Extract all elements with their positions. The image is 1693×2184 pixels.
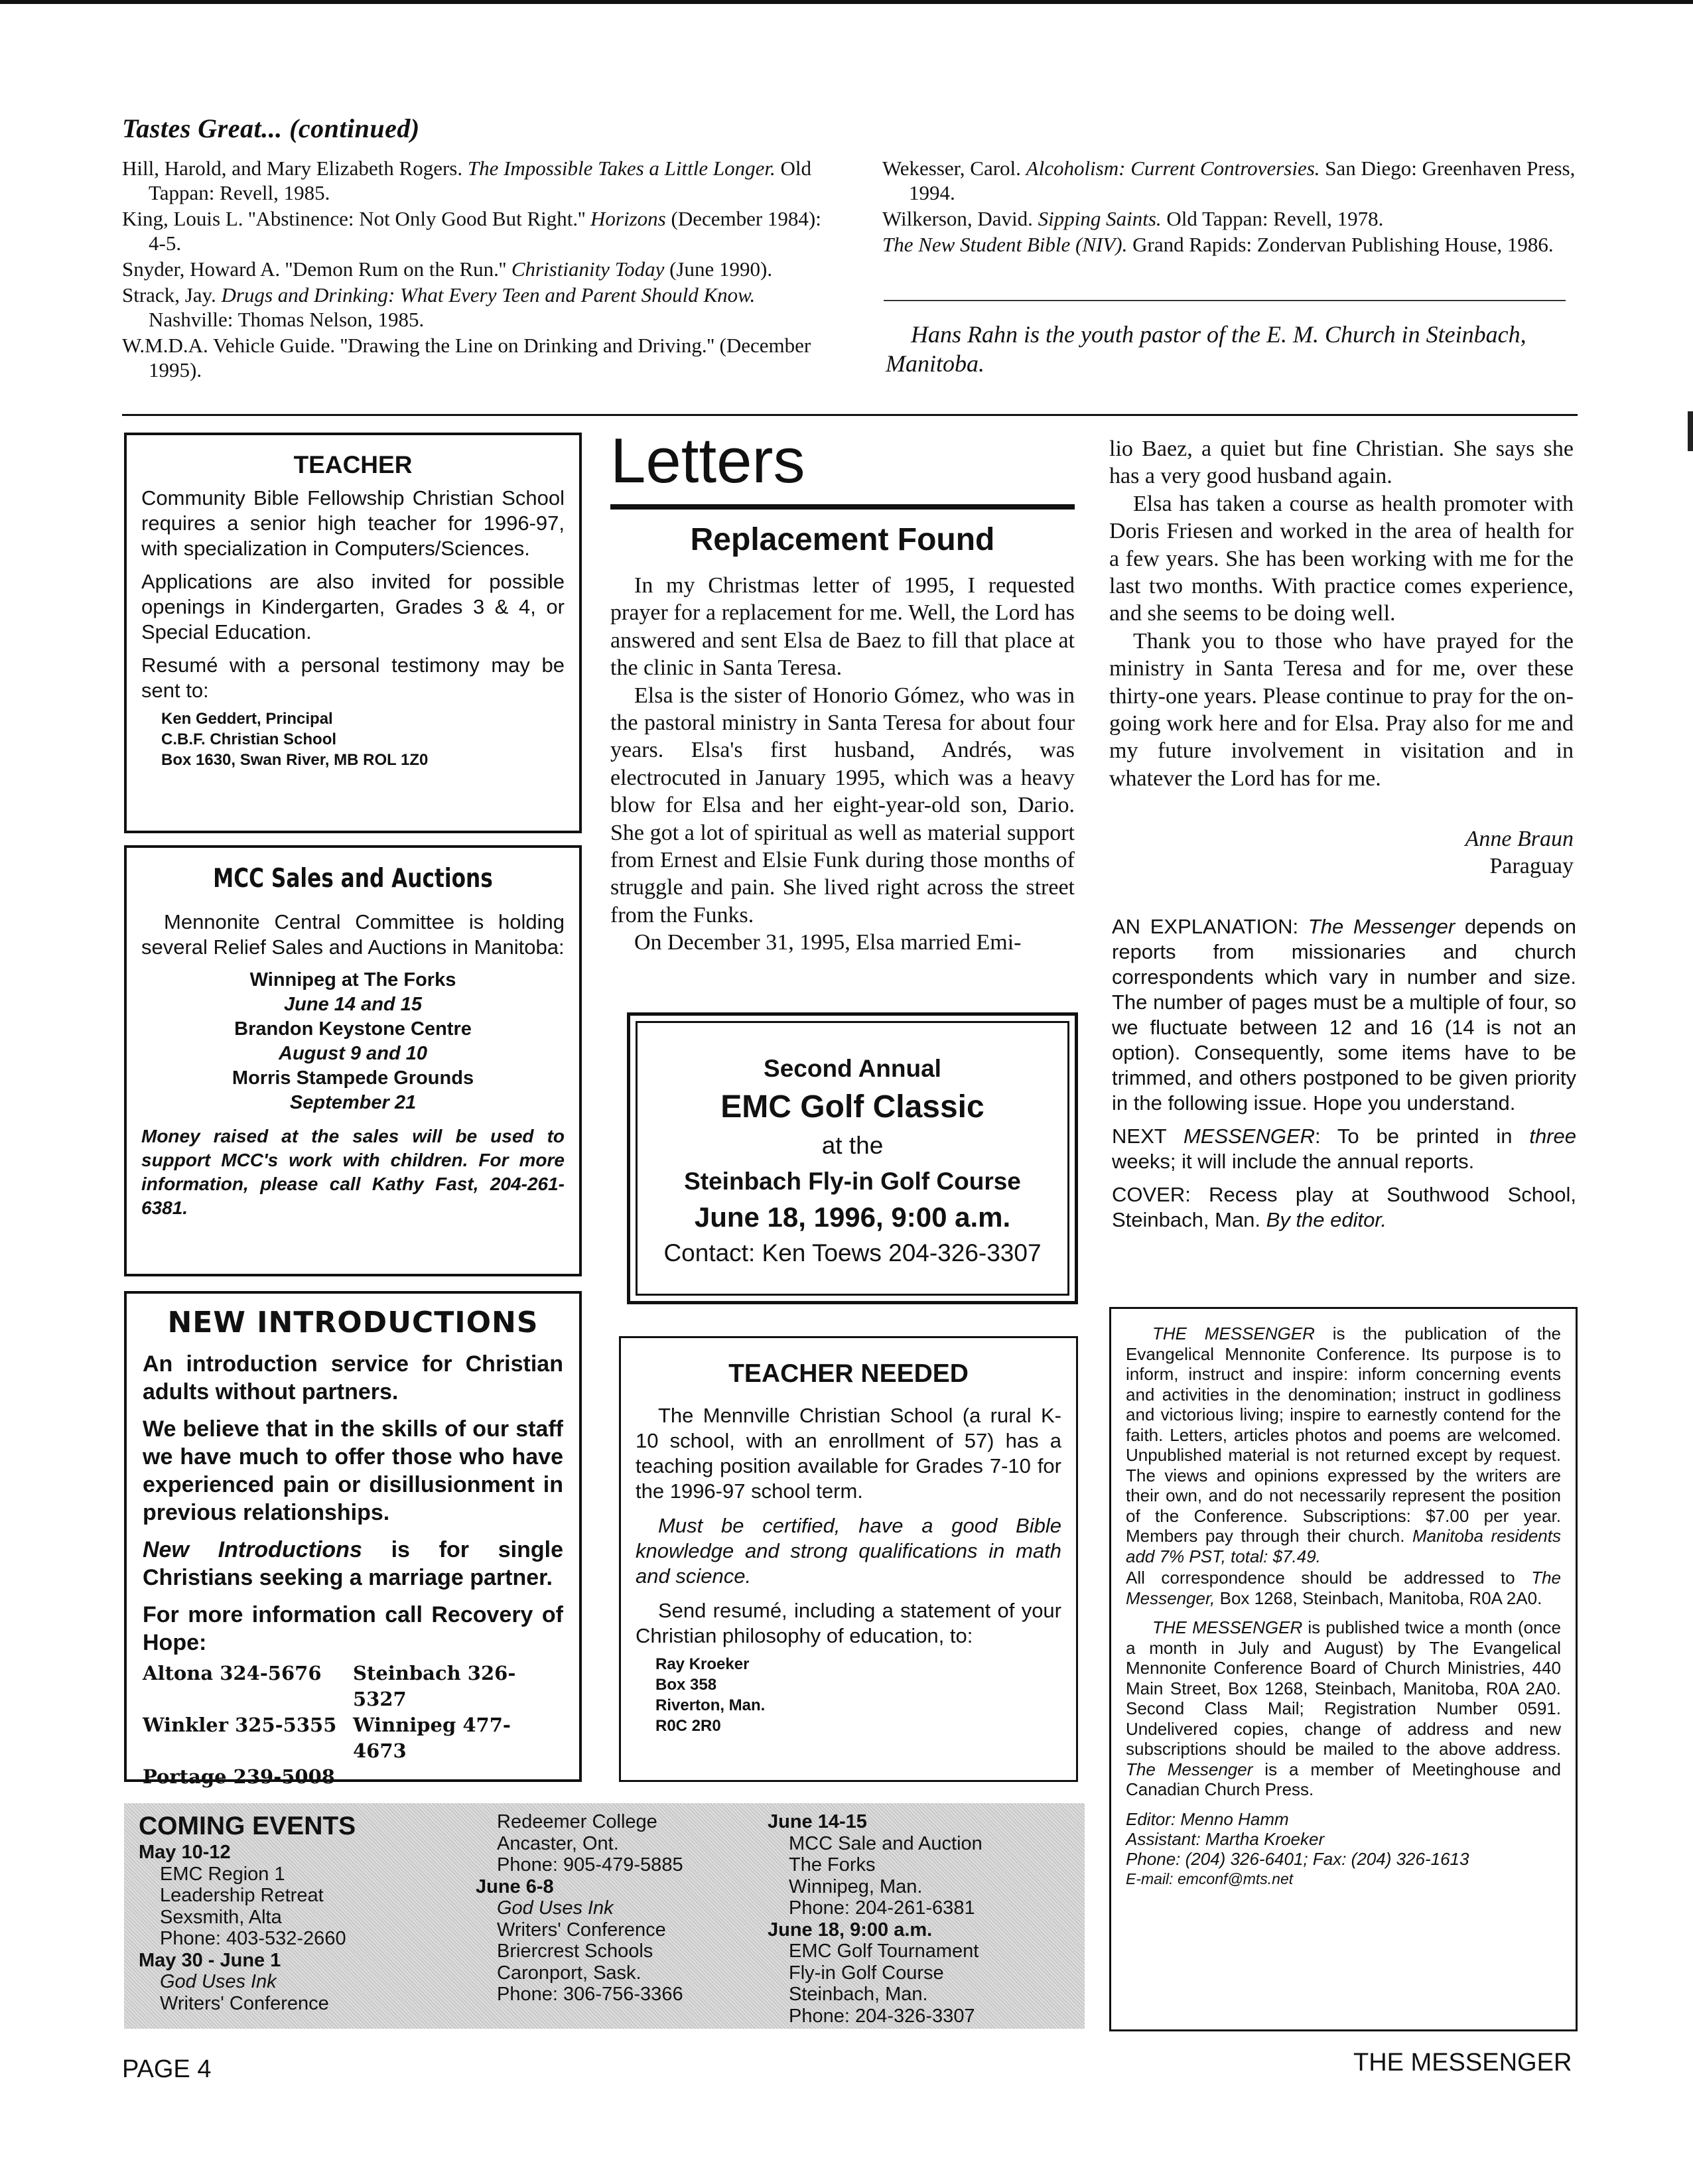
event-detail: Phone: 204-261-6381 — [789, 1897, 975, 1919]
mcc-event-place: Winnipeg at The Forks — [249, 969, 456, 990]
masthead-box — [1109, 1307, 1578, 2031]
event-detail: Phone: 306-756-3366 — [497, 1984, 683, 2005]
bibliography-title: The Impossible Takes a Little Longer. — [467, 157, 776, 180]
mcc-ad-title: MCC Sales and Auctions — [213, 864, 493, 894]
teacher-ad-text: Resumé with a personal testimony may be sent to: — [141, 653, 565, 702]
bibliography-title: The New Student Bible (NIV). — [882, 233, 1128, 256]
event-date: May 30 - June 1 — [139, 1949, 281, 1971]
teacher-needed-address: Box 358 — [655, 1676, 717, 1694]
golf-ad-line: at the — [821, 1132, 884, 1159]
bibliography-text: Strack, Jay. — [122, 283, 222, 307]
bibliography-text: Old Tappan: Revell, 1985. — [149, 157, 811, 204]
event-detail: Ancaster, Ont. — [497, 1832, 619, 1854]
section-divider — [122, 414, 1578, 416]
event-detail: Leadership Retreat — [160, 1885, 324, 1906]
cover-note — [1112, 1182, 1576, 1233]
masthead-credits — [1126, 1809, 1561, 1889]
mcc-ad-note: Money raised at the sales will be used to support MCC's work with children. For more information, please call Kathy Fast, 204-261-6381. — [141, 1126, 565, 1218]
masthead-text: All correspondence should be addressed to — [1126, 1568, 1532, 1588]
teacher-needed-ad — [619, 1336, 1078, 1782]
events-column-1 — [139, 1811, 356, 2014]
letter-paragraph: Elsa has taken a course as health promoter with Doris Friesen and worked in the area of health for a few years. She has been working with me for the last two months. With practice comes experience, and she seems to be doing well. — [1109, 491, 1574, 626]
signature-name: Anne Braun — [1465, 827, 1574, 851]
bibliography-text: King, Louis L. ''Abstinence: Not Only Good But Right.'' — [122, 207, 591, 230]
teacher-needed-address: R0C 2R0 — [655, 1717, 721, 1735]
event-detail: Briercrest Schools — [497, 1941, 653, 1962]
bibliography-title: Drugs and Drinking: What Every Teen and Parent Should Know. — [221, 283, 756, 307]
letters-rule — [610, 504, 1075, 510]
letter-paragraph: Elsa is the sister of Honorio Gómez, who was in the pastoral ministry in Santa Teresa for about four years. Elsa's first husband, Andrés, was electrocuted in January 1995, which was a heavy blow for Elsa and her eight-year-old son, Dario. She got a lot of spiritual as well as material support from Ernest and Elsie Funk during those months of struggle and pain. She lived right across the street from the Funks. — [610, 683, 1075, 927]
teacher-ad-text: Community Bible Fellowship Christian School requires a senior high teacher for 1996-97, with specialization in Computers/Sciences. — [141, 486, 565, 560]
event-date: June 14-15 — [768, 1811, 867, 1832]
mcc-event-place: Morris Stampede Grounds — [232, 1067, 474, 1089]
golf-ad-inner — [636, 1021, 1069, 1296]
top-border — [0, 0, 1693, 4]
note-emphasis: MESSENGER — [1183, 1125, 1316, 1148]
mcc-ad — [124, 845, 582, 1276]
letter-paragraph: Thank you to those who have prayed for the ministry in Santa Teresa and for me, over these thirty-one years. Please continue to pray for the on-going work here and for Elsa. Pray also for me and my future involvement in visitation and in whatever the Lord has for me. — [1109, 628, 1574, 791]
teacher-needed-requirements: Must be certified, have a good Bible knowledge and strong qualifications in math and science. — [636, 1514, 1061, 1588]
masthead-paragraph — [1126, 1568, 1561, 1608]
intro-text-rest: is for single Christians seeking a marriage partner. — [143, 1537, 564, 1590]
letter-paragraph: On December 31, 1995, Elsa married Emi- — [634, 930, 1022, 955]
bibliography-title: Horizons — [590, 207, 666, 230]
contact-phone: Phone: (204) 326-6401; Fax: (204) 326-1613 — [1126, 1848, 1469, 1869]
phone-list — [143, 1661, 563, 1790]
event-detail: Writers' Conference — [160, 1992, 329, 2014]
phone-entry: Altona 324-5676 — [143, 1662, 322, 1684]
bibliography-text: Wekesser, Carol. — [882, 157, 1026, 180]
mcc-ad-intro: Mennonite Central Committee is holding several Relief Sales and Auctions in Manitoba: — [141, 910, 565, 959]
event-date: June 18, 9:00 a.m. — [768, 1919, 933, 1941]
mcc-event-place: Brandon Keystone Centre — [234, 1018, 472, 1040]
event-detail: Phone: 905-479-5885 — [497, 1854, 683, 1876]
event-detail: Sexsmith, Alta — [160, 1906, 282, 1928]
event-detail: Phone: 403-532-2660 — [160, 1928, 346, 1949]
teacher-ad-text: Applications are also invited for possible openings in Kindergarten, Grades 3 & 4, or Special Education. — [141, 570, 565, 644]
author-bio: Hans Rahn is the youth pastor of the E. M. Church in Steinbach, Manitoba. — [886, 321, 1526, 377]
coming-events-title: COMING EVENTS — [139, 1812, 356, 1840]
teacher-needed-address: Riverton, Man. — [655, 1696, 766, 1714]
note-emphasis: By the editor. — [1266, 1208, 1387, 1231]
intro-text: We believe that in the skills of our staff we have much to offer those who have experienced pain or disillusionment in previous relationships. — [143, 1416, 563, 1525]
bibliography-text: San Diego: Greenhaven Press, 1994. — [909, 157, 1576, 204]
event-date: June 6-8 — [476, 1876, 554, 1897]
bibliography-title: Christianity Today — [511, 257, 665, 281]
publication-name: THE MESSENGER — [1353, 2049, 1572, 2077]
event-detail: EMC Region 1 — [160, 1863, 285, 1885]
masthead-paragraph — [1126, 1617, 1561, 1800]
bibliography-header: Tastes Great... (continued) — [122, 113, 420, 143]
event-detail: Winnipeg, Man. — [789, 1876, 923, 1897]
masthead-emphasis: THE MESSENGER — [1152, 1617, 1303, 1637]
masthead-text: is the publication of the Evangelical Mennonite Conference. Its purpose is to inform, instruct and inspire: inform concerning events and activities in the denomination; instruct in godliness and victorious living; inspire to earnestly contend for the faith. Letters, articles photos and poems are welcomed. Unpublished material is not returned except by request. The views and opinions expressed by the writers are their own, and do not necessarily represent the position of the Conference. Subscriptions: $7.00 per year. Members pay through their church. — [1126, 1324, 1561, 1546]
masthead-text: is a member of Meetinghouse and Canadian Church Press. — [1126, 1759, 1561, 1799]
signature-location: Paraguay — [1489, 854, 1574, 878]
bibliography-text: Snyder, Howard A. ''Demon Rum on the Run.'' — [122, 257, 511, 281]
bibliography-title: Sipping Saints. — [1038, 207, 1162, 230]
teacher-needed-text: Send resumé, including a statement of your Christian philosophy of education, to: — [636, 1599, 1061, 1647]
new-introductions-ad — [124, 1291, 582, 1788]
bibliography-text: Nashville: Thomas Nelson, 1985. — [149, 308, 425, 331]
phone-entry: Winkler 325-5355 — [143, 1714, 337, 1736]
masthead-text: is published twice a month (once a month in July and August) by The Evangelical Mennonite Conference Board of Church Ministries, 440 Main Street, Box 1268, Steinbach, Manitoba, R0A 2A0. Second Class Mail; Registration Number 0591. Undelivered copies, change of address and new subscriptions should be mailed to the above address. — [1126, 1617, 1561, 1759]
bibliography-entry — [122, 156, 825, 205]
intro-text: An introduction service for Christian adults without partners. — [143, 1351, 563, 1404]
bibliography-entry — [882, 206, 1579, 231]
editor-credit: Editor: Menno Hamm — [1126, 1809, 1289, 1829]
event-detail: Writers' Conference — [497, 1919, 666, 1941]
event-detail: The Forks — [789, 1854, 876, 1876]
new-introductions-title: NEW INTRODUCTIONS — [167, 1306, 539, 1339]
masthead-paragraph — [1126, 1324, 1561, 1566]
bibliography-entry — [882, 232, 1579, 257]
golf-classic-ad — [627, 1012, 1078, 1304]
next-messenger-note — [1112, 1124, 1576, 1174]
note-emphasis: The Messenger — [1308, 915, 1456, 938]
phone-entry: Steinbach 326-5327 — [353, 1662, 516, 1710]
editorial-notes — [1112, 914, 1576, 1241]
golf-ad-line: Second Annual — [764, 1055, 941, 1082]
bibliography-entry — [882, 156, 1579, 205]
bibliography-left-column — [122, 156, 825, 383]
note-emphasis: three — [1529, 1125, 1576, 1148]
assistant-credit: Assistant: Martha Kroeker — [1126, 1828, 1325, 1849]
letter-subhead: Replacement Found — [690, 522, 995, 557]
mcc-event-date: September 21 — [289, 1092, 417, 1113]
masthead-emphasis: THE MESSENGER — [1152, 1324, 1315, 1343]
event-detail: EMC Golf Tournament — [789, 1941, 979, 1962]
phone-entry: Winnipeg 477-4673 — [353, 1714, 511, 1762]
event-detail: God Uses Ink — [160, 1971, 277, 1992]
bibliography-text: Old Tappan: Revell, 1978. — [1161, 207, 1384, 230]
teacher-needed-text: The Mennville Christian School (a rural K-10 school, with an enrollment of 57) has a teaching position available for Grades 7-10 for the 1996-97 school term. — [636, 1404, 1061, 1503]
coming-events-band — [124, 1803, 1085, 2029]
teacher-ad-title: TEACHER — [293, 451, 413, 478]
letter-paragraph: In my Christmas letter of 1995, I requested prayer for a replacement for me. Well, the Lord has answered and sent Elsa de Baez to fill that place at the clinic in Santa Teresa. — [610, 573, 1075, 681]
masthead-text: Box 1268, Steinbach, Manitoba, R0A 2A0. — [1215, 1588, 1542, 1608]
bibliography-text: (December 1984): 4-5. — [149, 207, 821, 255]
events-column-3 — [768, 1811, 982, 2027]
note-text: weeks; it will include the annual reports. — [1112, 1150, 1475, 1173]
event-detail: MCC Sale and Auction — [789, 1832, 982, 1854]
golf-ad-contact: Contact: Ken Toews 204-326-3307 — [663, 1239, 1042, 1266]
bibliography-text: W.M.D.A. Vehicle Guide. ''Drawing the Line on Drinking and Driving.'' (December 1995). — [122, 334, 811, 381]
letters-title: Letters — [610, 425, 805, 496]
bibliography-text: Grand Rapids: Zondervan Publishing House, 1986. — [1127, 233, 1554, 256]
explanation-note — [1112, 914, 1576, 1116]
event-detail: Phone: 204-326-3307 — [789, 2005, 975, 2027]
intro-text: For more information call Recovery of Hope: — [143, 1602, 563, 1655]
intro-text-emphasis: New Introductions — [143, 1537, 362, 1562]
mcc-event-date: June 14 and 15 — [284, 994, 422, 1015]
bibliography-title: Alcoholism: Current Controversies. — [1026, 157, 1320, 180]
intro-text — [143, 1536, 563, 1592]
teacher-needed-address: Ray Kroeker — [655, 1655, 750, 1673]
bibliography-text: Wilkerson, David. — [882, 207, 1038, 230]
letter-paragraph: lio Baez, a quiet but fine Christian. She says she has a very good husband again. — [1109, 437, 1574, 489]
teacher-ad — [124, 433, 582, 833]
bibliography-entry — [122, 333, 825, 382]
bibliography-text: (June 1990). — [664, 257, 773, 281]
bibliography-text: Hill, Harold, and Mary Elizabeth Rogers. — [122, 157, 468, 180]
note-text: COVER: Recess play at Southwood School, Steinbach, Man. — [1112, 1183, 1576, 1231]
phone-entry: Portage 239-5008 — [143, 1765, 335, 1788]
golf-ad-date: June 18, 1996, 9:00 a.m. — [694, 1201, 1011, 1233]
event-detail: God Uses Ink — [497, 1897, 614, 1919]
mcc-event-list — [141, 968, 565, 1115]
teacher-ad-address: C.B.F. Christian School — [161, 730, 337, 748]
mcc-event-date: August 9 and 10 — [279, 1043, 427, 1064]
bibliography-entry — [122, 206, 825, 255]
bibliography-right-column — [882, 156, 1579, 258]
bibliography-entry — [122, 283, 825, 332]
golf-ad-venue: Steinbach Fly-in Golf Course — [684, 1168, 1021, 1195]
letter-column-2 — [1109, 435, 1574, 792]
event-date: May 10-12 — [139, 1842, 231, 1863]
event-detail: Redeemer College — [497, 1811, 657, 1832]
divider — [884, 300, 1566, 301]
teacher-ad-address: Box 1630, Swan River, MB ROL 1Z0 — [161, 751, 429, 769]
edge-mark — [1688, 411, 1693, 451]
note-label: AN EXPLANATION: — [1112, 915, 1308, 938]
contact-email: E-mail: emconf@mts.net — [1126, 1870, 1294, 1887]
masthead-emphasis: The Messenger, — [1126, 1568, 1561, 1608]
teacher-needed-title: TEACHER NEEDED — [728, 1359, 969, 1388]
teacher-ad-address: Ken Geddert, Principal — [161, 710, 333, 728]
masthead-emphasis: The Messenger — [1126, 1759, 1253, 1779]
note-label: NEXT — [1112, 1125, 1184, 1148]
masthead-emphasis: Manitoba residents add 7% PST, total: $7.49. — [1126, 1526, 1561, 1566]
event-detail: Caronport, Sask. — [497, 1962, 642, 1984]
golf-ad-title: EMC Golf Classic — [720, 1089, 984, 1125]
note-text: depends on reports from missionaries and church correspondents which vary in number and size. The number of pages must be a multiple of four, so we fluctuate between 12 and 16 (14 is not an option). Consequently, some items have to be trimmed, and others postponed to be given priority in the following issue. Hope you understand. — [1112, 915, 1576, 1115]
note-text: : To be printed in — [1315, 1125, 1530, 1148]
bibliography-entry — [122, 257, 825, 281]
event-detail: Steinbach, Man. — [789, 1984, 928, 2005]
letter-signature — [1109, 825, 1574, 880]
events-column-2 — [476, 1811, 683, 2006]
event-detail: Fly-in Golf Course — [789, 1962, 944, 1984]
letter-column-1 — [610, 572, 1075, 957]
page-number: PAGE 4 — [122, 2055, 212, 2083]
